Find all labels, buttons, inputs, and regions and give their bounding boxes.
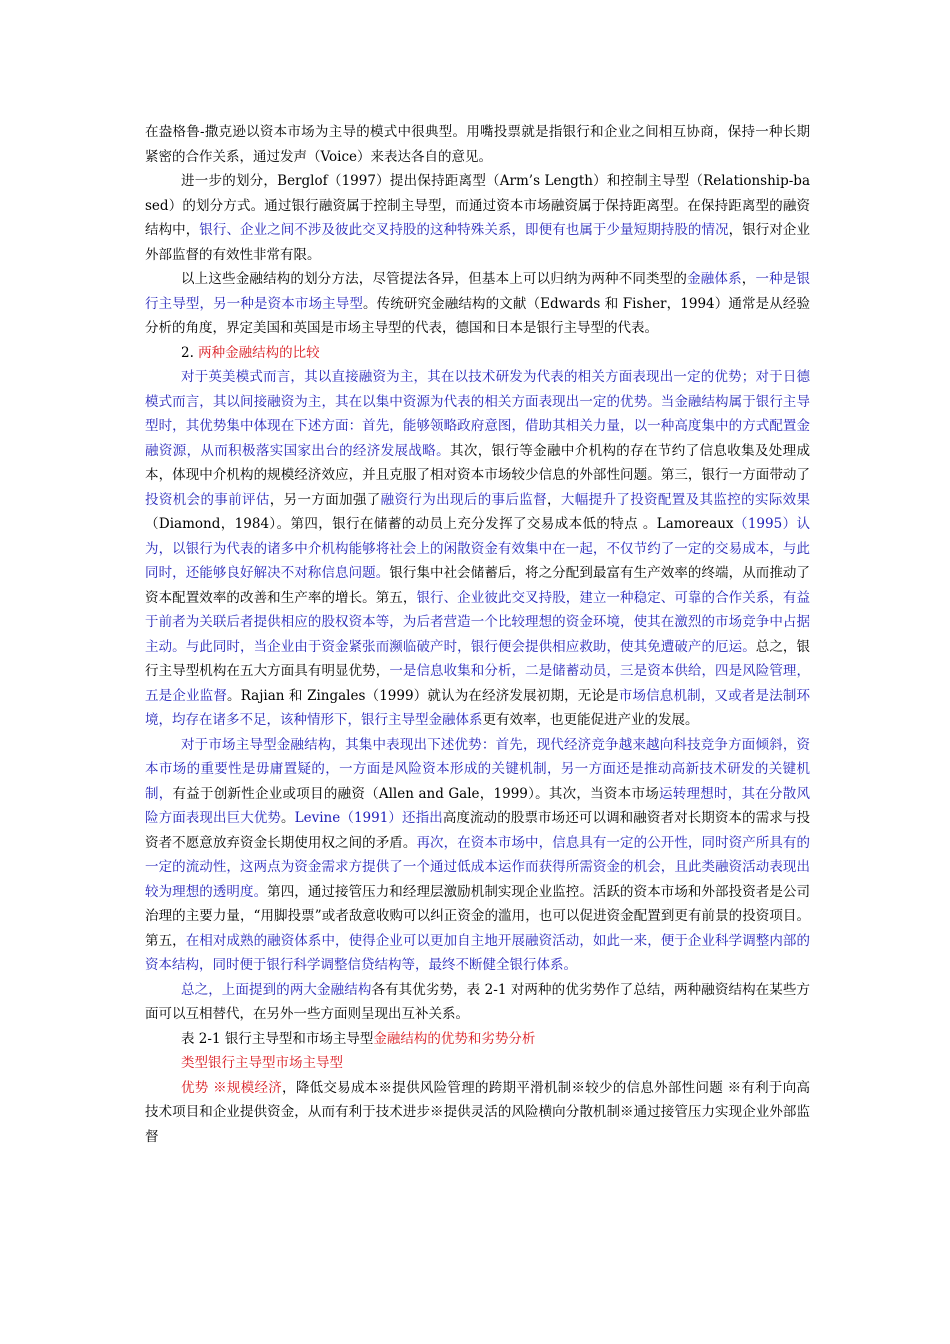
text-run: ， [547,491,561,508]
text-run: ， [741,271,756,287]
text-run: 各有其优劣势，表 2-1 对两种的优劣势作了总结，两种融资结构在某些方面可以互相替代，在另外一些方面则呈现出互补关系。 [145,981,810,1022]
text-run: 优势 ※规模经济 [181,1079,283,1096]
document-body [145,120,810,1149]
text-run: 有益于创新性企业或项目的融资（Allen and Gale，1999）。其次，当资本市场 [172,785,659,802]
text-run: 在盎格鲁-撒克逊以资本市场为主导的模式中很典型。用嘴投票就是指银行和企业之间相互协商，保持一种长期紧密的合作关系，通过发声（Voice）来表达各自的意见。 [145,124,810,165]
text-run: 两种金融结构的比较 [198,344,320,361]
text-run: 高度流动的股票市场还可以调和融资者对长期资本的需求与投资者不愿意放弃资金长期使用权之间的矛盾。 [145,810,811,851]
text-run: 一是信息收集和分析，二是储蓄动员，三是资本供给，四是风险管理，五是企业监督 [145,663,810,704]
paragraph-3 [145,267,810,341]
text-run: 。传统研究金融结构的文献（Edwards 和 Fisher，1994）通常是从经验分析的角度，界定美国和英国是市场主导型的代表，德国和日本是银行主导型的代表。 [145,295,811,336]
paragraph-5 [145,365,810,733]
text-run: 第四，通过接管压力和经理层激励机制实现企业监控。活跃的资本市场和外部投资者是公司治理的主要力量，“用脚投票”或者敌意收购可以纠正资金的滥用，也可以促进资金配置到更有前景的投资项目。第五， [145,883,810,949]
text-run: 在相对成熟的融资体系中，使得企业可以更加自主地开展融资活动，如此一来，便于企业科学调整内部的资本结构，同时便于银行科学调整信贷结构等，最终不断健全银行体系。 [145,932,810,973]
text-run: 金融结构的优势和劣势分析 [373,1030,536,1047]
text-run: 2. [181,344,199,361]
text-run: 类型银行主导型市场主导型 [181,1055,343,1071]
paragraph-6 [145,733,810,978]
paragraph-1 [145,120,810,169]
paragraph-4 [145,341,810,366]
text-run: 大幅提升了投资配置及其监控的实际效果 [560,491,811,508]
text-run: （Diamond，1984）。第四，银行在储蓄的动员上充分发挥了交易成本低的特点 。Lamoreaux [145,516,734,532]
text-run: 进一步的划分，Berglof（1997）提出保持距离型（Arm’s Length）和控制主导型（Relationship-based）的划分方式。通过银行融资属于控制主导型，而通过资本市场融资属于保持距离型。在保持距离型的融资结构中， [145,173,810,238]
text-run: 表 2-1 银行主导型和市场主导型 [181,1030,374,1047]
text-run: ，银行对企业外部监督的有效性非常有限。 [145,222,811,263]
text-run: 以上这些金融结构的划分方法，尽管提法各异，但基本上可以归纳为两种不同类型的 [181,271,688,287]
text-run: ，另一方面加强了 [269,491,381,508]
text-run: Levine（1991）还指出 [294,810,443,826]
text-run: ，降低交易成本※提供风险管理的跨期平滑机制※较少的信息外部性问题 ※有利于向高技术项目和企业提供资金，从而有利于技术进步※提供灵活的风险横向分散机制※通过接管压力实现企业外部监督 [145,1079,810,1145]
text-run: 投资机会的事前评估 [145,491,270,508]
text-run: 总之，上面提到的两大金融结构 [181,981,372,998]
text-run: 融资行为出现后的事后监督 [380,491,548,508]
paragraph-7 [145,978,810,1027]
text-run: 银行、企业彼此交叉持股，建立一种稳定、可靠的合作关系，有益于前者为关联后者提供相应的股权资本等，为后者营造一个比较理想的资金环境，使其在激烈的市场竞争中占据主动。与此同时，当企业由于资金紧张而濒临破产时，银行便会提供相应救助，使其免遭破产的厄运。 [145,589,811,655]
text-run: 银行、企业之间不涉及彼此交叉持股的这种特殊关系，即便有也属于少量短期持股的情况 [199,222,729,238]
text-run: 对于英美模式而言，其以直接融资为主，其在以技术研发为代表的相关方面表现出一定的优势；对于日德模式而言，其以间接融资为主，其在以集中资源为代表的相关方面表现出一定的优势。当金融结构属于银行主导型时，其优势集中体现在下述方面：首先，能够领略政府意图，借助其相关力量，以一种高度集中的方式配置金融资源，从而积极落实国家出台的经济发展战略。 [145,369,810,459]
paragraph-10 [145,1076,810,1150]
text-run: 运转理想时，其在分散风险方面表现出巨大优势 [145,785,811,826]
paragraph-8 [145,1027,810,1052]
paragraph-2 [145,169,810,267]
text-run: 更有效率，也更能促进产业的发展。 [482,712,699,728]
text-run: 金融体系 [687,271,742,287]
text-run: 再次，在资本市场中，信息具有一定的公开性，同时资产所具有的一定的流动性，这两点为资金需求方提供了一个通过低成本运作而获得所需资金的机会，且此类融资活动表现出较为理想的透明度。 [145,834,811,900]
text-run: 市场信息机制，又或者是法制环境，均存在诸多不足，该种情形下，银行主导型金融体系 [145,687,811,728]
text-run: 对于市场主导型金融结构，其集中表现出下述优势：首先，现代经济竞争越来越向科技竞争方面倾斜，资本市场的重要性是毋庸置疑的，一方面是风险资本形成的关键机制，另一方面还是推动高新技术研发的关键机制， [145,736,810,802]
text-run: 。 [281,810,295,826]
text-run: 银行集中社会储蓄后，将之分配到最富有生产效率的终端，从而推动了资本配置效率的改善和生产率的增长。第五， [145,565,810,606]
text-run: 一种是银行主导型，另一种是资本市场主导型 [145,271,811,312]
text-run: 。Rajian 和 Zingales（1999）就认为在经济发展初期，无论是 [227,687,619,704]
text-run: 其次，银行等金融中介机构的存在节约了信息收集及处理成本，体现中介机构的规模经济效应，并且克服了相对资本市场较少信息的外部性问题。第三，银行一方面带动了 [145,442,811,483]
text-run: 总之，银行主导型机构在五大方面具有明显优势， [145,638,811,679]
text-run: （1995）认为，以银行为代表的诸多中介机构能够将社会上的闲散资金有效集中在一起，不仅节约了一定的交易成本，与此同时，还能够良好解决不对称信息问题。 [145,516,810,581]
paragraph-9 [145,1051,810,1076]
